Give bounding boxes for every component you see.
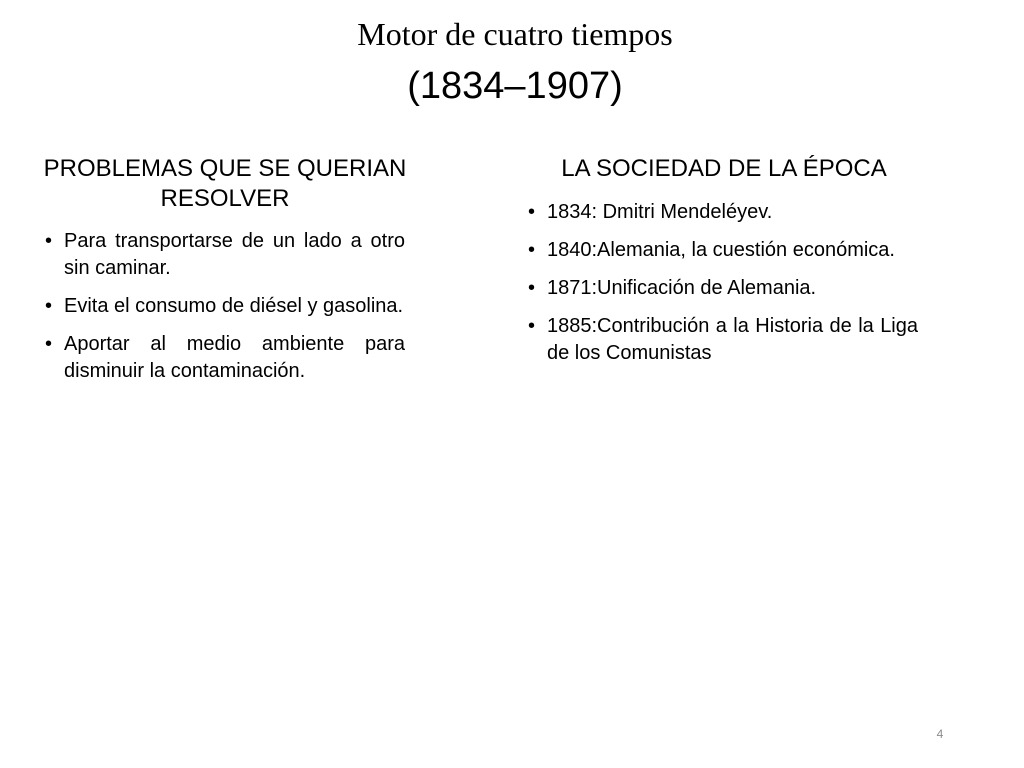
- bullet-icon: •: [528, 201, 536, 223]
- list-item-text: 1871:Unificación de Alemania.: [547, 277, 817, 299]
- list-item-text: 1840:Alemania, la cuestión económica.: [547, 239, 895, 261]
- list-item: [528, 237, 918, 264]
- page-number: 4: [936, 727, 944, 741]
- right-column-heading: LA SOCIEDAD DE LA ÉPOCA: [561, 155, 887, 182]
- list-item-text: Aportar al medio ambiente para disminuir la contaminación.: [64, 333, 405, 382]
- list-item: [528, 275, 918, 302]
- list-item-text: Evita el consumo de diésel y gasolina.: [64, 295, 404, 317]
- list-item: [45, 293, 405, 320]
- slide-title-dates: (1834–1907): [407, 65, 623, 107]
- list-item: [528, 199, 918, 226]
- bullet-icon: •: [528, 315, 536, 337]
- list-item: [45, 331, 405, 385]
- bullet-icon: •: [45, 230, 53, 252]
- list-item-text: Para transportarse de un lado a otro sin caminar.: [64, 230, 405, 279]
- bullet-icon: •: [45, 333, 53, 355]
- list-item: [45, 228, 405, 282]
- right-bullet-list: [528, 199, 918, 378]
- bullet-icon: •: [528, 277, 536, 299]
- left-column-heading: PROBLEMAS QUE SE QUERIAN RESOLVER: [43, 155, 407, 212]
- bullet-icon: •: [528, 239, 536, 261]
- slide-title: Motor de cuatro tiempos: [357, 16, 673, 52]
- list-item: [528, 313, 918, 367]
- bullet-icon: •: [45, 295, 53, 317]
- left-bullet-list: [45, 228, 405, 396]
- list-item-text: 1834: Dmitri Mendeléyev.: [547, 201, 773, 223]
- list-item-text: 1885:Contribución a la Historia de la Liga de los Comunistas: [547, 315, 918, 364]
